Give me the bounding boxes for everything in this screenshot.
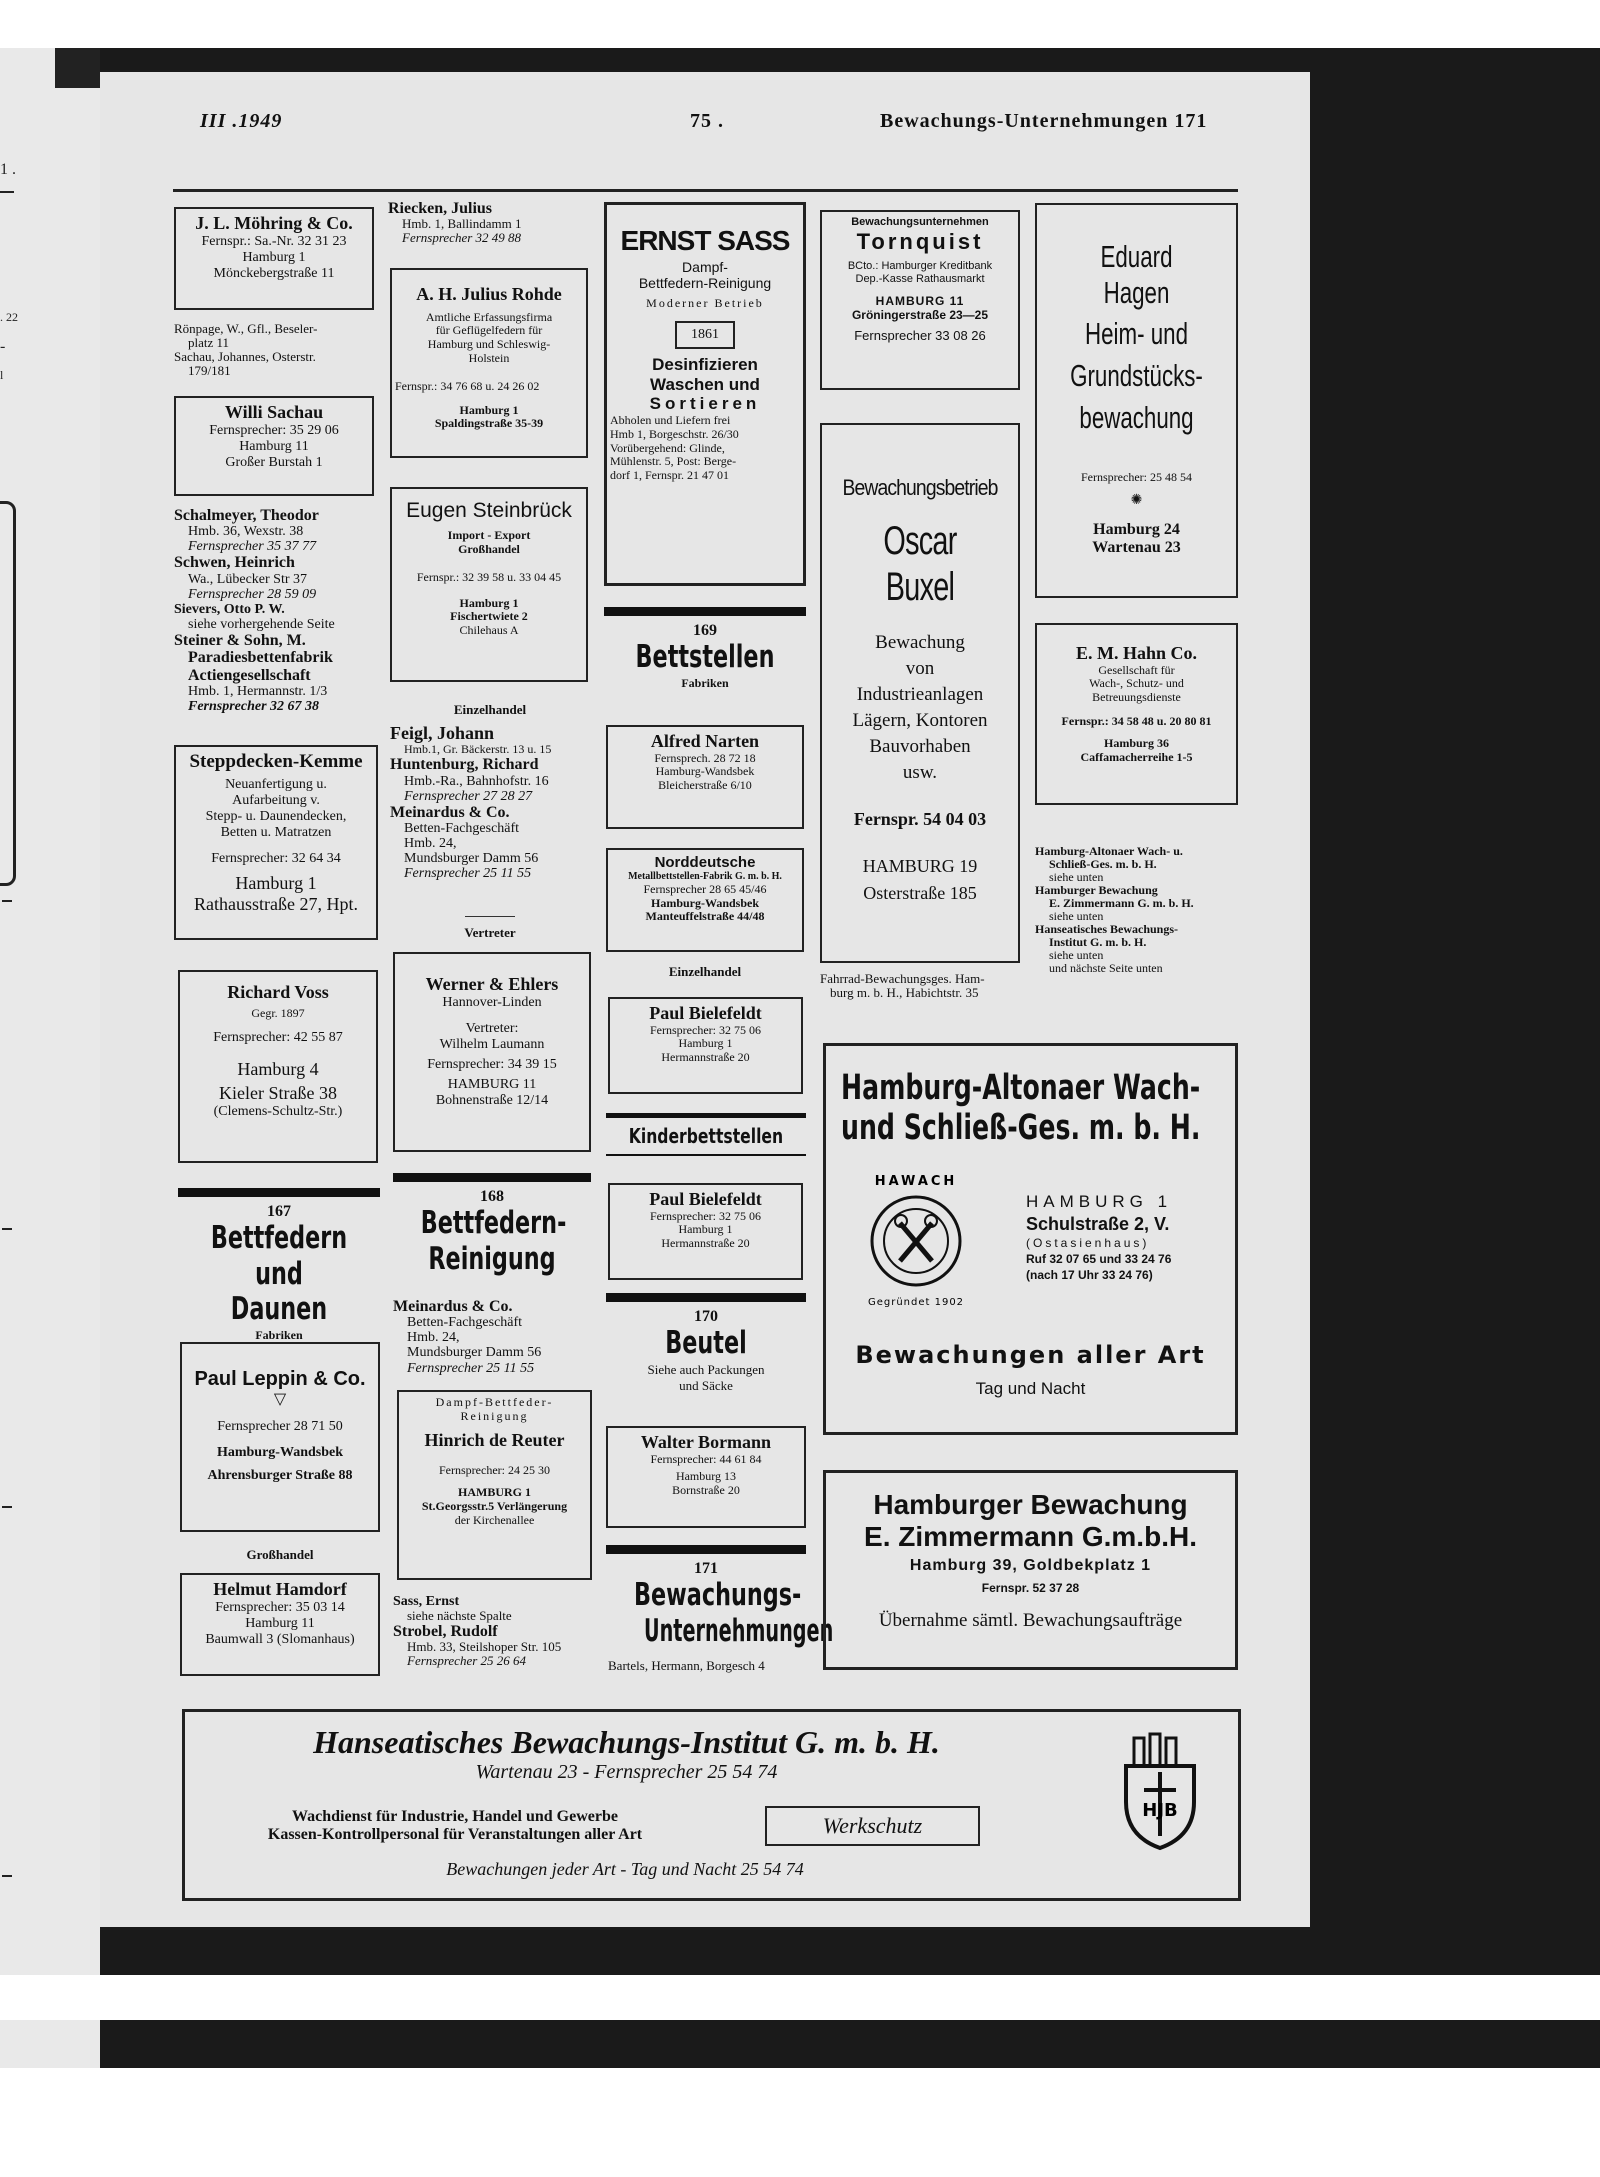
margin-fragment: 1 . bbox=[0, 161, 16, 178]
ad-line: Vorübergehend: Glinde, bbox=[610, 440, 725, 455]
ad-city: HAMBURG 1 bbox=[1026, 1192, 1173, 1211]
ad-city: Hamburg-Wandsbek bbox=[650, 895, 760, 910]
ad-phone: Fernsprecher: 25 48 54 bbox=[1081, 470, 1192, 485]
ad-hahn bbox=[1035, 623, 1238, 805]
ad-phone: Ruf 32 07 65 und 33 24 76 bbox=[1026, 1252, 1172, 1267]
ad-phone: Fernsprecher: 35 03 14 bbox=[215, 1599, 345, 1615]
ad-title: Hanseatisches Bewachungs-Institut G. m. b. H. bbox=[313, 1724, 940, 1760]
listing-name: Steiner & Sohn, M. bbox=[174, 632, 306, 650]
ad-hamdorf bbox=[180, 1573, 380, 1676]
ad-leppin bbox=[180, 1342, 380, 1532]
listing-block bbox=[390, 724, 600, 882]
listing-line: Bartels, Hermann, Borgesch 4 bbox=[608, 1658, 765, 1673]
ad-steinbrueck bbox=[390, 487, 588, 682]
ad-since: Gegr. 1897 bbox=[251, 1005, 305, 1020]
ad-line: Wach-, Schutz- und bbox=[1089, 676, 1184, 691]
ad-ernst-sass bbox=[604, 202, 806, 586]
listing-name: Hamburger Bewachung bbox=[1035, 882, 1158, 897]
ad-phone: Fernsprecher: 32 64 34 bbox=[211, 851, 341, 867]
listing-name: Institut G. m. b. H. bbox=[1049, 934, 1147, 949]
section-number: 167 bbox=[267, 1203, 291, 1220]
margin-rule bbox=[2, 1506, 12, 1508]
ad-city: HAMBURG 19 bbox=[862, 856, 978, 877]
ad-line: Wachdienst für Industrie, Handel und Gewerbe bbox=[292, 1808, 618, 1825]
category-label: Großhandel bbox=[246, 1547, 314, 1562]
ad-line: Neuanfertigung u. bbox=[225, 776, 327, 792]
ad-slogan: Bewachungen aller Art bbox=[855, 1341, 1206, 1369]
ad-line: Dampf-Bettfeder- bbox=[435, 1395, 554, 1409]
listing-name: Actiengesellschaft bbox=[188, 666, 311, 684]
ad-name: Norddeutsche bbox=[654, 854, 756, 871]
ad-street: Gröningerstraße 23—25 bbox=[851, 308, 989, 323]
ad-line: Bewachung bbox=[875, 632, 965, 654]
listing-name: Strobel, Rudolf bbox=[393, 1623, 498, 1641]
ad-house: (Ostasienhaus) bbox=[1026, 1236, 1150, 1251]
listing-address: Hmb.1, Gr. Bäckerstr. 13 u. 15 bbox=[404, 742, 552, 757]
listing-name: Huntenburg, Richard bbox=[390, 756, 539, 774]
ad-name: Steppdecken-Kemme bbox=[189, 751, 363, 772]
listing-name: Meinardus & Co. bbox=[393, 1298, 513, 1315]
ad-line: Reinigung bbox=[460, 1408, 529, 1423]
margin-rule bbox=[0, 191, 14, 193]
listing-name: Feigl, Johann bbox=[390, 723, 495, 743]
ad-street: Wartenau 23 bbox=[1092, 539, 1181, 557]
ad-name: Alfred Narten bbox=[650, 731, 760, 751]
listing-line: Rönpage, W., Gfl., Beseler- bbox=[174, 321, 318, 336]
ad-street: Kieler Straße 38 bbox=[219, 1083, 337, 1104]
ad-name: Willi Sachau bbox=[224, 402, 324, 422]
listing-address: Hmb. 36, Wexstr. 38 bbox=[188, 524, 304, 540]
ad-street: St.Georgsstr.5 Verlängerung bbox=[421, 1498, 568, 1513]
ad-mark: ▽ bbox=[273, 1391, 287, 1408]
ad-services bbox=[205, 1808, 705, 1845]
listing-phone: Fernsprecher 32 49 88 bbox=[402, 230, 522, 246]
listing-address: Betten-Fachgeschäft bbox=[404, 821, 520, 837]
ad-city: Hamburg 24 bbox=[1093, 521, 1180, 539]
ad-street: Hermannstraße 20 bbox=[661, 1236, 750, 1251]
header-rule bbox=[173, 189, 1238, 192]
ad-tornquist bbox=[820, 210, 1020, 390]
ad-hagen bbox=[1035, 203, 1238, 598]
listing-name: Sass, Ernst bbox=[393, 1594, 460, 1609]
ad-hanseatisches bbox=[182, 1709, 1241, 1901]
ad-street: Fischertwiete 2 bbox=[450, 609, 528, 624]
ad-name: Tornquist bbox=[856, 228, 984, 254]
ad-norddeutsche bbox=[606, 848, 804, 952]
ad-name: Helmut Hamdorf bbox=[213, 1579, 347, 1599]
section-168 bbox=[393, 1173, 591, 1277]
ad-line: Eduard Hagen bbox=[1100, 239, 1173, 310]
ad-line: Vertreter: bbox=[465, 1020, 519, 1036]
ad-bottom-line: Bewachungen jeder Art - Tag und Nacht 25 54 74 bbox=[446, 1859, 804, 1879]
ad-phone: Fernsprecher: 32 75 06 bbox=[650, 1022, 761, 1037]
section-171 bbox=[606, 1545, 834, 1649]
section-sub: Fabriken bbox=[255, 1327, 303, 1342]
ad-line: bewachung bbox=[1079, 399, 1194, 435]
ad-note: Übernahme sämtl. Bewachungsaufträge bbox=[878, 1609, 1183, 1631]
listing-address: Wa., Lübecker Str 37 bbox=[188, 571, 307, 587]
ad-street: Caffamacherreihe 1-5 bbox=[1080, 749, 1193, 764]
ad-bielefeldt bbox=[608, 1183, 803, 1280]
listing-phone: Fernsprecher 27 28 27 bbox=[404, 788, 533, 804]
listing-name: Paradiesbettenfabrik bbox=[188, 649, 333, 667]
listing-address: Mundsburger Damm 56 bbox=[404, 851, 539, 867]
ad-rohde bbox=[390, 268, 588, 458]
ad-name: Paul Bielefeldt bbox=[649, 1003, 762, 1023]
ad-phone: Fernspr.: Sa.-Nr. 32 31 23 bbox=[201, 233, 347, 249]
ad-name: Eugen Steinbrück bbox=[406, 499, 572, 522]
listing-block bbox=[820, 972, 1030, 1000]
page-number: 75 . bbox=[690, 110, 724, 132]
listing-address: siehe vorhergehende Seite bbox=[188, 617, 335, 633]
ad-line: Industrieanlagen bbox=[856, 683, 984, 705]
section-title: Bettfedern- bbox=[420, 1205, 567, 1241]
ad-house: Chilehaus A bbox=[459, 623, 519, 638]
ad-street: der Kirchenallee bbox=[454, 1512, 535, 1527]
listing-line: Sachau, Johannes, Osterstr. bbox=[174, 349, 316, 365]
ad-street: Bohnenstraße 12/14 bbox=[435, 1093, 549, 1109]
section-title: Bewachungs- bbox=[634, 1577, 802, 1613]
ad-line: Wilhelm Laumann bbox=[439, 1036, 545, 1052]
listing-name: Hanseatisches Bewachungs- bbox=[1035, 921, 1179, 936]
ad-name: J. L. Möhring & Co. bbox=[195, 213, 353, 233]
ad-line: für Geflügelfedern für bbox=[435, 323, 543, 338]
ad-city: Hamburg 13 bbox=[675, 1469, 737, 1484]
ad-line: Kassen-Kontrollpersonal für Veranstaltungen aller Art bbox=[267, 1826, 643, 1844]
listing-block bbox=[388, 200, 588, 245]
listing-name: Riecken, Julius bbox=[388, 200, 493, 217]
ad-city: Hamburg 11 bbox=[245, 1615, 315, 1631]
ad-street: Bornstraße 20 bbox=[672, 1483, 740, 1498]
listing-phone: Fernsprecher 25 11 55 bbox=[407, 1360, 535, 1376]
section-header: Bewachungs-Unternehmungen 171 bbox=[880, 110, 1208, 132]
margin-fragment: . 22 bbox=[0, 310, 18, 324]
ad-address: Wartenau 23 - Fernsprecher 25 54 74 bbox=[475, 1760, 778, 1783]
ad-top: Bewachungsunternehmen bbox=[851, 216, 989, 228]
ad-line: Lägern, Kontoren bbox=[852, 709, 988, 731]
ad-line: Dep.-Kasse Rathausmarkt bbox=[855, 272, 985, 285]
ad-line: Hamburger Bewachung bbox=[873, 1489, 1188, 1520]
ad-zimmermann bbox=[823, 1470, 1238, 1670]
section-sub: und Säcke bbox=[679, 1377, 733, 1393]
ad-line: Heim- und bbox=[1085, 316, 1188, 352]
section-title: Reinigung bbox=[428, 1240, 556, 1277]
ad-street: Spaldingstraße 35-39 bbox=[434, 416, 544, 431]
ad-line: Metallbettstellen-Fabrik G. m. b. H. bbox=[628, 871, 782, 883]
ad-line: Abholen und Liefern frei bbox=[610, 412, 731, 427]
ad-phone: Fernspr.: 34 58 48 u. 20 80 81 bbox=[1061, 714, 1212, 729]
listing-name: Hamburg-Altonaer Wach- u. bbox=[1035, 844, 1183, 858]
ad-phone: Fernspr. 54 04 03 bbox=[853, 809, 987, 830]
header-date: III .1949 bbox=[200, 110, 283, 132]
ad-street: Großer Burstah 1 bbox=[225, 454, 323, 470]
section-title: und Daunen bbox=[230, 1255, 328, 1328]
ad-name: Hinrich de Reuter bbox=[424, 1429, 565, 1450]
listing-name: Schließ-Ges. m. b. H. bbox=[1049, 856, 1157, 871]
listing-line: burg m. b. H., Habichtstr. 35 bbox=[830, 985, 979, 1001]
ad-city: Hamburg 4 bbox=[237, 1058, 319, 1079]
listing-phone: Fernsprecher 25 26 64 bbox=[407, 1653, 527, 1669]
hawach-seal-icon bbox=[846, 1171, 986, 1311]
ad-name: ERNST SASS bbox=[620, 225, 790, 256]
margin-fragment: - bbox=[0, 338, 6, 355]
hawach-address bbox=[1026, 1191, 1231, 1283]
listing-name: E. Zimmermann G. m. b. H. bbox=[1049, 895, 1194, 910]
ad-line: Holstein bbox=[468, 351, 510, 366]
listing-address: siehe unten bbox=[1049, 908, 1104, 923]
ad-street: Osterstraße 185 bbox=[863, 882, 977, 903]
ornament-icon: ✺ bbox=[1130, 493, 1143, 508]
seal-top-text: HAWACH bbox=[874, 1174, 958, 1189]
ad-title-line: Hamburg-Altonaer Wach- bbox=[841, 1068, 1201, 1108]
ad-phone: Fernsprecher: 32 75 06 bbox=[650, 1208, 761, 1223]
listing-address: siehe unten bbox=[1049, 869, 1104, 884]
werkschutz-badge: Werkschutz bbox=[765, 1806, 980, 1846]
listing-phone: Fernsprecher 35 37 77 bbox=[188, 539, 317, 555]
category-label: Vertreter bbox=[464, 925, 516, 940]
ad-line: Waschen und bbox=[650, 374, 760, 394]
listing-block bbox=[174, 507, 384, 714]
ad-voss bbox=[178, 970, 378, 1163]
ad-name: A. H. Julius Rohde bbox=[416, 284, 562, 304]
category-label: Einzelhandel bbox=[668, 964, 742, 979]
listing-name: Schwen, Heinrich bbox=[174, 554, 295, 572]
ad-line: Aufarbeitung v. bbox=[232, 792, 320, 808]
ad-slogan: Tag und Nacht bbox=[975, 1379, 1086, 1398]
ad-city: Hamburg 11 bbox=[239, 438, 309, 454]
ad-title bbox=[841, 1068, 1231, 1149]
category-title: Kinderbettstellen bbox=[628, 1124, 784, 1148]
listing-phone: Fernsprecher 28 59 09 bbox=[188, 586, 317, 602]
ad-city: Hannover-Linden bbox=[442, 994, 542, 1010]
ad-street: Manteuffelstraße 44/48 bbox=[645, 909, 765, 924]
ad-line: Betreuungsdienste bbox=[1092, 690, 1181, 705]
ad-phone: Fernsprech. 28 72 18 bbox=[654, 750, 756, 765]
listing-line: platz 11 bbox=[188, 335, 230, 351]
ad-line: Sortieren bbox=[649, 394, 761, 414]
ad-moehring bbox=[174, 207, 374, 310]
ad-city: Hamburg-Wandsbek bbox=[216, 1445, 344, 1461]
section-title: Unternehmungen bbox=[644, 1612, 834, 1649]
listing-block bbox=[1035, 845, 1245, 975]
section-169 bbox=[604, 607, 806, 691]
ad-werner-ehlers bbox=[393, 952, 591, 1152]
logo-letters: HJB bbox=[1142, 1800, 1178, 1821]
section-170 bbox=[606, 1293, 806, 1394]
ad-line: Bettfedern-Reinigung bbox=[638, 275, 772, 292]
ad-sachau bbox=[174, 396, 374, 496]
category-label: Einzelhandel bbox=[453, 702, 527, 717]
listing-address: und nächste Seite unten bbox=[1049, 960, 1163, 975]
margin-box bbox=[0, 501, 16, 886]
ad-phone: Fernsprecher: 35 29 06 bbox=[209, 422, 339, 438]
listing-name: Sievers, Otto P. W. bbox=[174, 601, 285, 617]
listing-name: Meinardus & Co. bbox=[390, 803, 510, 821]
ad-city: Hamburg 1 bbox=[235, 873, 317, 894]
margin-fragment: l bbox=[0, 368, 4, 382]
ad-phone: (nach 17 Uhr 33 24 76) bbox=[1026, 1267, 1153, 1282]
margin-rule bbox=[2, 1228, 12, 1230]
ad-street: Ahrensburger Straße 88 bbox=[207, 1467, 353, 1483]
ad-city: Hamburg 1 bbox=[678, 1036, 733, 1051]
ad-phone: Fernsprecher: 34 39 15 bbox=[427, 1056, 557, 1072]
ad-line: BCto.: Hamburger Kreditbank bbox=[847, 259, 993, 272]
ad-address: Hamburg 39, Goldbekplatz 1 bbox=[909, 1557, 1152, 1575]
ad-line: Mühlenstr. 5, Post: Berge- bbox=[610, 454, 737, 469]
ad-name: Paul Bielefeldt bbox=[649, 1189, 762, 1209]
ad-city: HAMBURG 11 bbox=[447, 1077, 537, 1093]
ad-city: Hamburg 36 bbox=[1103, 735, 1169, 750]
ad-line: Gesellschaft für bbox=[1098, 662, 1175, 677]
ad-phone: Fernspr.: 34 76 68 u. 24 26 02 bbox=[395, 378, 540, 393]
year-plaque: 1861 bbox=[675, 321, 735, 349]
ad-phone: Fernsprecher: 42 55 87 bbox=[213, 1030, 343, 1046]
page-header bbox=[100, 110, 1210, 136]
ad-name: Paul Leppin & Co. bbox=[194, 1368, 366, 1390]
section-title: Bettfedern bbox=[210, 1220, 348, 1256]
ad-top: Bewachungsbetrieb bbox=[842, 475, 998, 500]
ad-line: Grundstücks- bbox=[1070, 357, 1203, 393]
ad-city: HAMBURG 11 bbox=[875, 294, 965, 309]
section-number: 169 bbox=[693, 622, 717, 639]
listing-address: Mundsburger Damm 56 bbox=[407, 1345, 542, 1361]
ad-line: Amtliche Erfassungsfirma bbox=[425, 309, 553, 324]
section-sub: Siehe auch Packungen bbox=[647, 1361, 765, 1377]
section-title: Bettstellen bbox=[635, 639, 775, 675]
ad-street: Hermannstraße 20 bbox=[661, 1050, 750, 1065]
ad-phone: Fernsprecher: 24 25 30 bbox=[439, 1463, 550, 1478]
listing-address: Hmb. 1, Hermannstr. 1/3 bbox=[188, 683, 328, 699]
section-number: 168 bbox=[480, 1188, 504, 1205]
listing-address: Hmb. 1, Ballindamm 1 bbox=[402, 216, 522, 232]
ad-bielefeldt bbox=[608, 997, 803, 1094]
ad-street: Rathausstraße 27, Hpt. bbox=[194, 894, 358, 914]
listing-phone: Fernsprecher 32 67 38 bbox=[188, 699, 320, 715]
ad-line: Betten u. Matratzen bbox=[220, 825, 332, 841]
ad-name: Werner & Ehlers bbox=[425, 974, 559, 994]
listing-line: Fahrrad-Bewachungsges. Ham- bbox=[820, 971, 985, 986]
ad-line: Moderner Betrieb bbox=[646, 296, 764, 311]
ad-name: Oscar Buxel bbox=[883, 519, 957, 610]
ad-line: Bauvorhaben bbox=[869, 735, 971, 757]
ad-line: von bbox=[905, 658, 935, 680]
section-number: 170 bbox=[694, 1308, 718, 1325]
ad-street: Baumwall 3 (Slomanhaus) bbox=[205, 1631, 355, 1647]
ad-name: E. M. Hahn Co. bbox=[1075, 643, 1198, 663]
section-167 bbox=[178, 1188, 380, 1343]
ad-street: Bleicherstraße 6/10 bbox=[658, 778, 752, 793]
section-sub: Fabriken bbox=[681, 675, 729, 690]
listing-block bbox=[393, 1298, 593, 1376]
listing-address: Hmb.-Ra., Bahnhofstr. 16 bbox=[404, 773, 549, 789]
seal-year-text: Gegründet 1902 bbox=[867, 1297, 965, 1308]
ad-phone: Fernsprecher 28 65 45/46 bbox=[643, 881, 767, 896]
ad-line: Stepp- u. Daunendecken, bbox=[205, 809, 347, 825]
ad-line: usw. bbox=[902, 761, 938, 783]
hjb-logo-icon bbox=[1120, 1732, 1200, 1852]
ad-city: HAMBURG 1 bbox=[458, 1485, 531, 1500]
ad-hawach bbox=[823, 1043, 1238, 1435]
ad-line: Import - Export bbox=[447, 528, 531, 543]
listing-block bbox=[174, 322, 384, 378]
ad-title-line: und Schließ-Ges. m. b. H. bbox=[841, 1108, 1201, 1149]
ad-line: E. Zimmermann G.m.b.H. bbox=[864, 1521, 1197, 1553]
kinderbett-header bbox=[606, 1113, 806, 1156]
ad-name: Richard Voss bbox=[227, 982, 329, 1002]
listing-phone: Fernsprecher 25 11 55 bbox=[404, 866, 532, 882]
ad-city: Hamburg 1 bbox=[459, 595, 519, 610]
ad-name: Walter Bormann bbox=[640, 1432, 772, 1452]
ad-phone: Fernsprecher 33 08 26 bbox=[854, 327, 986, 343]
ad-phone: Fernspr.: 32 39 58 u. 33 04 45 bbox=[416, 569, 562, 584]
ad-city: Hamburg 1 bbox=[242, 249, 306, 265]
ad-street: Schulstraße 2, V. bbox=[1026, 1214, 1170, 1235]
divider bbox=[465, 916, 515, 917]
ad-phone: Fernsprecher: 44 61 84 bbox=[650, 1451, 762, 1466]
listing-address: Betten-Fachgeschäft bbox=[407, 1315, 523, 1331]
listing-block bbox=[393, 1594, 603, 1668]
ad-street: Mönckebergstraße 11 bbox=[213, 265, 335, 281]
ad-city: Hamburg 1 bbox=[459, 402, 519, 417]
ad-buxel bbox=[820, 423, 1020, 963]
ad-kemme bbox=[174, 745, 378, 940]
ad-line: Dampf- bbox=[682, 259, 728, 276]
listing-line: 179/181 bbox=[188, 363, 231, 379]
ad-phone: Fernspr. 52 37 28 bbox=[981, 1580, 1080, 1595]
binding-strip bbox=[55, 48, 100, 88]
ad-extra: (Clemens-Schultz-Str.) bbox=[213, 1103, 343, 1119]
ad-city: Hamburg 1 bbox=[678, 1222, 733, 1237]
facing-page-edge bbox=[0, 48, 100, 2068]
margin-rule bbox=[2, 1875, 12, 1877]
ad-line: Hmb 1, Borgeschstr. 26/30 bbox=[610, 426, 739, 441]
listing-name: Schalmeyer, Theodor bbox=[174, 507, 319, 524]
bottom-margin bbox=[0, 1975, 1600, 2020]
section-number: 171 bbox=[694, 1560, 718, 1577]
section-title: Beutel bbox=[665, 1325, 747, 1361]
listing-address: siehe unten bbox=[1049, 947, 1104, 962]
margin-rule bbox=[2, 900, 12, 902]
ad-phone: Fernsprecher 28 71 50 bbox=[217, 1419, 343, 1435]
listing-address: siehe nächste Spalte bbox=[407, 1608, 512, 1624]
listing-address: Hmb. 24, bbox=[404, 836, 457, 852]
listing-address: Hmb. 24, bbox=[407, 1330, 460, 1346]
ad-line: Hamburg und Schleswig- bbox=[427, 337, 551, 352]
ad-bormann bbox=[606, 1426, 806, 1528]
ad-city: Hamburg-Wandsbek bbox=[655, 764, 755, 779]
ad-line: dorf 1, Fernspr. 21 47 01 bbox=[610, 468, 729, 483]
ad-reuter bbox=[397, 1390, 592, 1580]
listing-address: Hmb. 33, Steilshoper Str. 105 bbox=[407, 1639, 562, 1655]
ad-line: Großhandel bbox=[458, 541, 520, 556]
ad-line: Desinfizieren bbox=[652, 355, 758, 375]
ad-narten bbox=[606, 725, 804, 829]
